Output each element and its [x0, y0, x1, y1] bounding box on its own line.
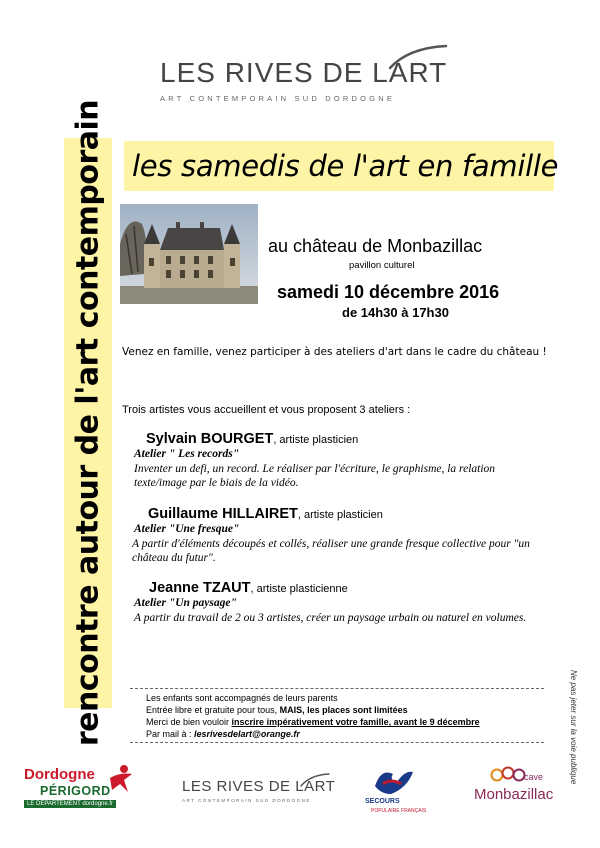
artist-3-atelier: Atelier "Un paysage"	[134, 597, 237, 609]
dordogne-logo	[22, 764, 134, 812]
info-line-3-a: Merci de bien vouloir	[146, 717, 232, 727]
event-venue: au château de Monbazillac	[268, 236, 483, 256]
info-line-2	[146, 705, 408, 715]
dordogne-logo-strip: LE DÉPARTEMENT dordogne.fr	[24, 800, 116, 808]
title-banner	[124, 141, 559, 191]
info-line-4-a: Par mail à :	[146, 729, 195, 739]
secours-populaire-logo	[363, 766, 427, 822]
cave-monbazillac-logo	[468, 764, 558, 814]
info-bottom-rule	[130, 742, 544, 743]
info-line-3	[146, 717, 480, 727]
artist-2-role: , artiste plasticien	[297, 509, 383, 521]
artist-3-heading	[149, 580, 348, 596]
info-line-2-b: MAIS, les places sont limitées	[279, 705, 408, 715]
invitation-text: Venez en famille, venez participer à des ateliers d'art dans le cadre du château !	[122, 346, 547, 358]
artist-3-role: , artiste plasticienne	[250, 583, 348, 595]
side-banner	[64, 99, 112, 747]
intro-text: Trois artistes vous accueillent et vous proposent 3 ateliers :	[122, 404, 411, 416]
event-venue-sub: pavillon culturel	[349, 260, 415, 271]
secours-name: SECOURS	[365, 798, 400, 805]
footer-rives-tagline: ART CONTEMPORAIN SUD DORDOGNE	[182, 798, 311, 803]
chateau-image-icon	[120, 204, 258, 304]
footer-rives-logo	[182, 772, 336, 808]
info-line-2-a: Entrée libre et gratuite pour tous,	[146, 705, 280, 715]
side-banner-text: rencontre autour de l'art contemporain	[70, 99, 106, 747]
artist-3-name: Jeanne TZAUT	[149, 580, 251, 596]
event-date: samedi 10 décembre 2016	[277, 282, 500, 302]
dordogne-figure-icon	[106, 764, 134, 794]
artist-1-name: Sylvain BOURGET	[146, 431, 274, 447]
artist-1-role: , artiste plasticien	[273, 434, 359, 446]
artist-2-desc: A partir d'éléments découpés et collés, réaliser une grande fresque collective pour "un château du futur".	[132, 538, 530, 564]
footer-rives-suffix: ART	[304, 778, 336, 795]
footer-rives-prefix: LES RIVES DE L	[182, 778, 305, 795]
vertical-note: Ne pas jeter sur la voie publique	[569, 670, 578, 785]
secours-sub: POPULAIRE FRANÇAIS	[371, 808, 427, 814]
artist-1-atelier: Atelier " Les records"	[134, 448, 240, 460]
chateau-photo	[120, 204, 258, 304]
dordogne-logo-name: Dordogne	[24, 766, 95, 783]
header-logo-tagline: ART CONTEMPORAIN SUD DORDOGNE	[160, 94, 396, 103]
brush-stroke-icon	[388, 42, 448, 72]
header-logo	[150, 42, 450, 112]
footer-brush-stroke-icon	[300, 772, 330, 788]
artist-1-desc: Inventer un defi, un record. Le réaliser par l'écriture, le graphisme, la relation texte/image par le biais de la vidéo.	[134, 463, 496, 489]
cave-name: Monbazillac	[474, 786, 554, 803]
artist-2-heading	[148, 506, 383, 522]
info-line-4	[146, 729, 300, 739]
cave-label: cave	[524, 772, 544, 782]
artist-1-heading	[146, 431, 358, 447]
info-line-1: Les enfants sont accompagnés de leurs parents	[146, 693, 338, 703]
info-line-3-b: inscrire impérativement votre famille, avant le 9 décembre	[231, 717, 480, 727]
page-title: les samedis de l'art en famille	[132, 149, 559, 183]
cave-rings-icon	[490, 766, 526, 782]
header-logo-prefix: LES RIVES DE L	[160, 57, 389, 88]
artist-2-atelier: Atelier "Une fresque"	[134, 523, 240, 535]
info-email-link[interactable]: lesrivesdelart@orange.fr	[194, 729, 300, 739]
artist-2-name: Guillaume HILLAIRET	[148, 506, 298, 522]
dordogne-logo-region: PÉRIGORD	[40, 784, 111, 798]
artist-3-desc: A partir du travail de 2 ou 3 artistes, créer un paysage urbain ou naturel en volumes.	[134, 612, 527, 624]
info-top-rule	[130, 688, 544, 689]
header-logo-suffix: ART	[388, 57, 448, 88]
dove-hand-icon	[371, 766, 415, 798]
event-time: de 14h30 à 17h30	[342, 305, 449, 320]
